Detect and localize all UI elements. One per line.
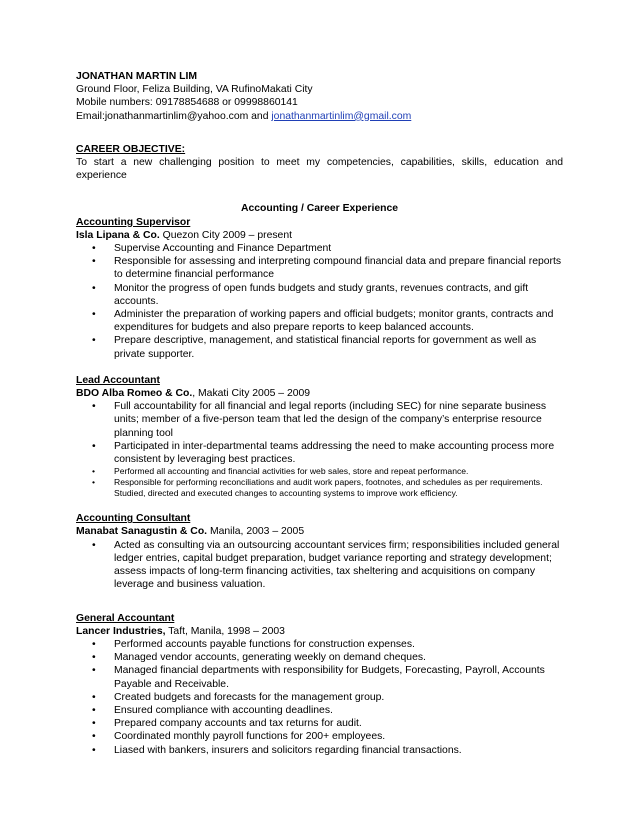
email-prefix: Email:jonathanmartinlim@yahoo.com and	[76, 110, 272, 122]
objective-heading: CAREER OBJECTIVE:	[76, 143, 186, 155]
job-company-line	[76, 229, 563, 242]
job-details: Taft, Manila, 1998 – 2003	[165, 625, 285, 637]
email-link[interactable]: jonathanmartinlim@gmail.com	[271, 110, 412, 122]
bullet-item: • Participated in inter-departmental teams addressing the need to make accounting process more consistent by leveraging best practices.	[76, 440, 563, 466]
job-company: Isla Lipana & Co.	[76, 229, 160, 241]
bullet-item: • Supervise Accounting and Finance Department	[76, 242, 563, 255]
bullet-item: • Full accountability for all financial and legal reports (including SEC) for nine separate business units; member of a five-person team that led the design of the company’s enterprise resource planning tool	[76, 400, 563, 440]
address-line: Ground Floor, Feliza Building, VA RufinoMakati City	[76, 84, 313, 96]
job-company: Lancer Industries,	[76, 625, 166, 637]
job-title: General Accountant	[76, 612, 175, 624]
job-details: , Makati City 2005 – 2009	[192, 388, 311, 400]
section-title: Accounting / Career Experience	[240, 203, 399, 215]
job-bullets	[76, 638, 563, 757]
job-title: Accounting Supervisor	[76, 216, 191, 228]
job-company-line	[76, 387, 563, 400]
bullet-item: • Managed financial departments with responsibility for Budgets, Forecasting, Payroll, Accounts Payable and Receivable.	[76, 664, 563, 690]
bullet-item: • Liased with bankers, insurers and solicitors regarding financial transactions.	[76, 744, 563, 757]
objective-section	[76, 143, 563, 183]
bullet-item: • Managed vendor accounts, generating weekly on demand cheques.	[76, 651, 563, 664]
applicant-name: JONATHAN MARTIN LIM	[76, 71, 198, 82]
job-bullets	[76, 242, 563, 361]
job-details: Quezon City 2009 – present	[159, 229, 292, 241]
job-company-line	[76, 625, 563, 638]
job-title: Lead Accountant	[76, 374, 160, 386]
bullet-item: • Responsible for performing reconciliations and audit work papers, footnotes, and schedules as per requirements. Studied, directed and executed changes to accounting systems to improve work efficiency.	[76, 477, 563, 499]
bullet-item: • Ensured compliance with accounting deadlines.	[76, 704, 563, 717]
bullet-item: • Administer the preparation of working papers and official budgets; monitor grants, contracts and expenditures for budgets and also prepare reports to keep balanced accounts.	[76, 308, 563, 334]
job-company-line	[76, 525, 563, 538]
resume-page	[76, 70, 563, 757]
job-details: Manila, 2003 – 2005	[207, 526, 305, 538]
contact-block	[76, 70, 563, 123]
job-bullets	[76, 400, 563, 499]
job-bullets	[76, 539, 563, 592]
bullet-item: • Prepare descriptive, management, and statistical financial reports for government as well as private supporter.	[76, 334, 563, 360]
bullet-item: • Monitor the progress of open funds budgets and study grants, revenues contracts, and gift accounts.	[76, 282, 563, 308]
bullet-item: • Prepared company accounts and tax returns for audit.	[76, 717, 563, 730]
objective-text: To start a new challenging position to meet my competencies, capabilities, skills, education and experience	[76, 157, 563, 182]
job-entry	[76, 374, 563, 499]
bullet-item: • Responsible for assessing and interpreting compound financial data and prepare financial reports to determine financial performance	[76, 255, 563, 281]
job-entry	[76, 216, 563, 361]
job-entry	[76, 612, 563, 757]
bullet-item: • Coordinated monthly payroll functions for 200+ employees.	[76, 730, 563, 743]
job-title: Accounting Consultant	[76, 513, 191, 525]
job-company: BDO Alba Romeo & Co.	[76, 388, 193, 400]
mobile-line: Mobile numbers: 09178854688 or 09998860141	[76, 97, 298, 109]
bullet-item: • Performed all accounting and financial activities for web sales, store and repeat performance.	[76, 466, 563, 477]
job-company: Manabat Sanagustin & Co.	[76, 526, 208, 538]
bullet-item: • Created budgets and forecasts for the management group.	[76, 691, 563, 704]
email-line	[76, 110, 563, 123]
job-entry	[76, 512, 563, 591]
bullet-item: • Performed accounts payable functions for construction expenses.	[76, 638, 563, 651]
bullet-item: • Acted as consulting via an outsourcing accountant services firm; responsibilities included general ledger entries, capital budget preparation, budget variance reporting and strategy development; assess impacts of long-term financing activities, tax sheltering and acquisitions on company leverage and business valuation.	[76, 539, 563, 592]
